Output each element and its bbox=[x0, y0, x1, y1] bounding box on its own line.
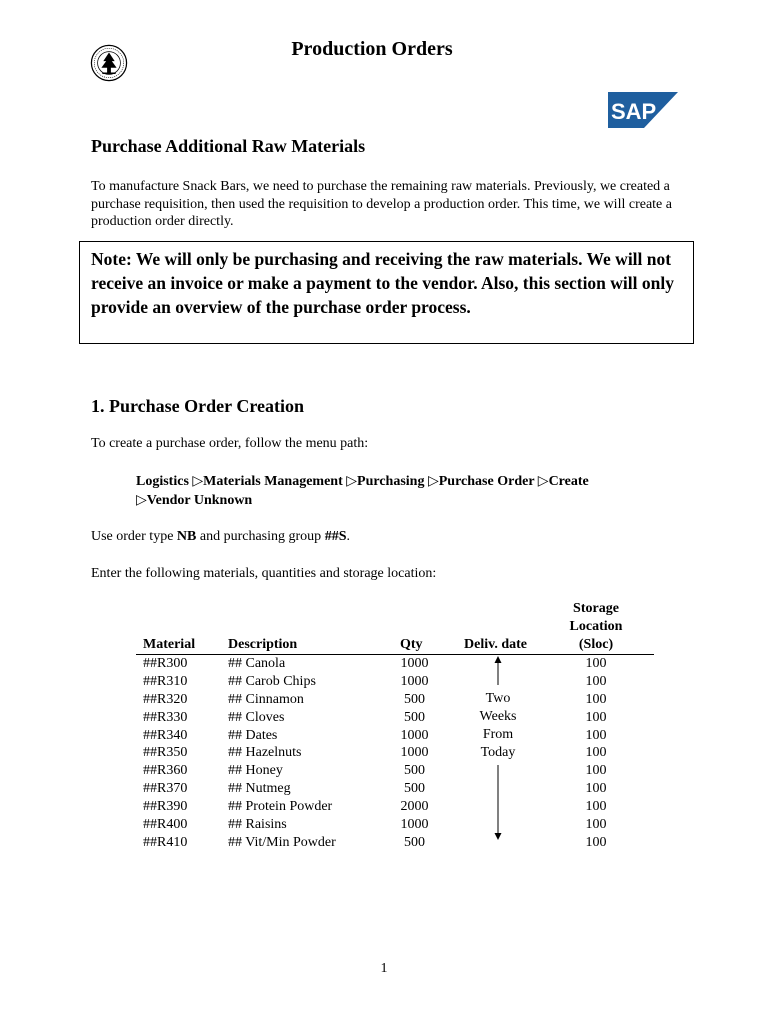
table-row bbox=[136, 780, 656, 798]
deliv-note-line: Two bbox=[485, 691, 511, 706]
cell-description: ## Honey bbox=[228, 763, 283, 779]
order-type-instruction bbox=[91, 529, 350, 545]
cell-description: ## Vit/Min Powder bbox=[228, 834, 336, 850]
table-row bbox=[136, 655, 656, 673]
deliv-date-column bbox=[448, 655, 548, 855]
cell-material: ##R400 bbox=[143, 817, 188, 833]
header-sloc-line: Storage bbox=[573, 601, 619, 616]
cell-description: ## Protein Powder bbox=[228, 799, 333, 815]
cell-material: ##R320 bbox=[143, 691, 188, 707]
cell-qty: 2000 bbox=[400, 799, 429, 815]
cell-sloc: 100 bbox=[585, 817, 607, 833]
cell-description: ## Cloves bbox=[228, 709, 285, 725]
table-row bbox=[136, 691, 656, 709]
cell-material: ##R330 bbox=[143, 709, 188, 725]
cell-description: ## Raisins bbox=[228, 817, 287, 833]
cell-description: ## Carob Chips bbox=[228, 673, 316, 689]
table-row bbox=[136, 834, 656, 852]
menu-path-item: Vendor Unknown bbox=[146, 493, 253, 508]
cell-description: ## Canola bbox=[228, 656, 286, 671]
cell-qty: 500 bbox=[404, 709, 425, 725]
header-sloc-line: (Sloc) bbox=[578, 637, 614, 652]
cell-qty: 1000 bbox=[400, 745, 429, 761]
section-heading: Purchase Additional Raw Materials bbox=[91, 136, 366, 156]
note-box bbox=[79, 241, 694, 344]
cell-qty: 1000 bbox=[400, 673, 429, 689]
menu-path-item: Logistics bbox=[136, 474, 189, 489]
step-instruction: To create a purchase order, follow the menu path: bbox=[91, 436, 369, 451]
table-row bbox=[136, 673, 656, 691]
step-heading: 1. Purchase Order Creation bbox=[91, 396, 304, 416]
table-row bbox=[136, 727, 656, 745]
page-number: 1 bbox=[380, 961, 388, 976]
menu-path-item: Purchase Order bbox=[438, 474, 535, 489]
cell-description: ## Dates bbox=[228, 727, 278, 743]
cell-material: ##R310 bbox=[143, 673, 188, 689]
menu-path-item: Materials Management bbox=[203, 474, 343, 489]
table-row bbox=[136, 709, 656, 727]
cell-sloc: 100 bbox=[585, 656, 607, 671]
cell-sloc: 100 bbox=[585, 763, 607, 779]
cell-qty: 1000 bbox=[400, 727, 429, 743]
cell-qty: 500 bbox=[404, 763, 425, 779]
deliv-note-line: Weeks bbox=[479, 709, 517, 724]
order-type-value: NB bbox=[176, 529, 197, 544]
order-prefix: Use order type bbox=[91, 529, 177, 544]
deliv-note-line: Today bbox=[480, 745, 516, 760]
cell-qty: 500 bbox=[404, 834, 425, 850]
cell-description: ## Cinnamon bbox=[228, 691, 304, 707]
cell-sloc: 100 bbox=[585, 745, 607, 761]
page-title: Production Orders bbox=[291, 38, 453, 60]
table-row bbox=[136, 744, 656, 762]
cell-material: ##R370 bbox=[143, 781, 188, 797]
header-storage-location bbox=[546, 600, 646, 654]
purchasing-group-value: ##S bbox=[324, 529, 347, 544]
menu-path-item: Create bbox=[548, 474, 589, 489]
cell-qty: 1000 bbox=[400, 656, 429, 671]
table-row bbox=[136, 798, 656, 816]
deliv-note-line: From bbox=[482, 727, 514, 742]
cell-sloc: 100 bbox=[585, 799, 607, 815]
menu-path-arrow-icon: ▷ bbox=[427, 474, 439, 489]
header-deliv-date: Deliv. date bbox=[464, 637, 527, 652]
menu-path-item: Purchasing bbox=[357, 474, 425, 489]
menu-path bbox=[136, 472, 656, 510]
menu-path-arrow-icon: ▷ bbox=[537, 474, 549, 489]
note-text: Note: We will only be purchasing and receiving the raw materials. We will not receive an invoice or make a payment to the vendor. Also, this section will only provide an overview of the purchase order process. bbox=[91, 249, 674, 317]
materials-instruction: Enter the following materials, quantities and storage location: bbox=[91, 566, 437, 581]
arrow-down-icon bbox=[448, 655, 548, 855]
cell-material: ##R360 bbox=[143, 763, 188, 779]
cell-qty: 500 bbox=[404, 691, 425, 707]
cell-description: ## Nutmeg bbox=[228, 781, 291, 797]
cell-material: ##R340 bbox=[143, 727, 188, 743]
header-description: Description bbox=[228, 637, 298, 652]
cell-sloc: 100 bbox=[585, 691, 607, 707]
cell-qty: 1000 bbox=[400, 817, 429, 833]
menu-path-arrow-icon: ▷ bbox=[136, 493, 147, 508]
table-row bbox=[136, 816, 656, 834]
menu-path-arrow-icon: ▷ bbox=[346, 474, 358, 489]
cell-sloc: 100 bbox=[585, 781, 607, 797]
cell-description: ## Hazelnuts bbox=[228, 745, 302, 761]
order-middle: and purchasing group bbox=[196, 529, 325, 544]
sap-logo-text: SAP bbox=[611, 99, 657, 124]
cell-material: ##R410 bbox=[143, 834, 188, 850]
sap-logo bbox=[608, 92, 678, 128]
table-row bbox=[136, 762, 656, 780]
cell-qty: 500 bbox=[404, 781, 425, 797]
cell-sloc: 100 bbox=[585, 709, 607, 725]
cell-material: ##R300 bbox=[143, 656, 188, 671]
cell-sloc: 100 bbox=[585, 727, 607, 743]
header-qty: Qty bbox=[400, 637, 423, 652]
intro-paragraph: To manufacture Snack Bars, we need to purchase the remaining raw materials. Previously, we created a purchase requisition, then used the requisition to develop a production order. This time, we will create a production order directly. bbox=[91, 179, 672, 229]
menu-path-arrow-icon: ▷ bbox=[192, 474, 204, 489]
cell-material: ##R390 bbox=[143, 799, 188, 815]
cell-sloc: 100 bbox=[585, 834, 607, 850]
header-material: Material bbox=[143, 637, 196, 652]
cell-material: ##R350 bbox=[143, 745, 188, 761]
table-body bbox=[136, 655, 656, 852]
order-suffix: . bbox=[346, 529, 350, 544]
header-sloc-line: Location bbox=[569, 619, 623, 634]
cell-sloc: 100 bbox=[585, 673, 607, 689]
